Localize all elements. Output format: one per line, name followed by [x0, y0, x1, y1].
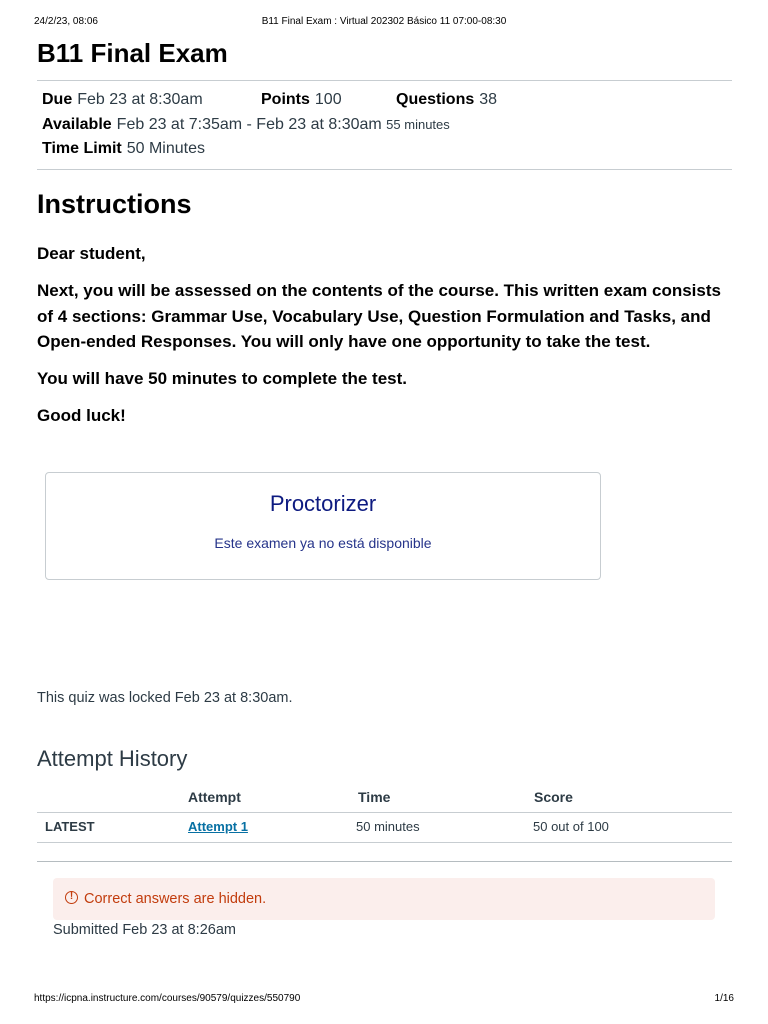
proctorizer-message: Este examen ya no está disponible: [214, 535, 432, 551]
available-value: Feb 23 at 7:35am - Feb 23 at 8:30am: [116, 115, 382, 133]
quiz-locked-notice: This quiz was locked Feb 23 at 8:30am.: [37, 690, 293, 706]
instructions-paragraph: Dear student,: [37, 244, 146, 263]
print-footer: [34, 993, 734, 1007]
due-label: Due: [42, 91, 73, 108]
instructions-paragraph: You will have 50 minutes to complete the test.: [37, 369, 407, 389]
table-row: [37, 813, 732, 842]
divider: [37, 80, 732, 81]
column-header-time: Time: [358, 789, 391, 805]
time-limit-label: Time Limit: [42, 140, 122, 157]
due-value: Feb 23 at 8:30am: [77, 91, 203, 108]
quiz-title: B11 Final Exam: [37, 38, 228, 68]
details-row-available: [42, 113, 450, 138]
available-duration: 55 minutes: [386, 116, 450, 132]
instructions-paragraph: Good luck!: [37, 406, 126, 426]
table-divider: [37, 842, 732, 843]
instructions-heading: Instructions: [37, 189, 192, 219]
available-label: Available: [42, 115, 112, 133]
submitted-timestamp: Submitted Feb 23 at 8:26am: [53, 922, 236, 938]
questions-value: 38: [479, 91, 498, 108]
proctorizer-title: Proctorizer: [269, 491, 377, 516]
details-row-time-limit: [42, 137, 450, 162]
exclamation-circle-icon: !: [65, 891, 78, 904]
column-header-attempt: Attempt: [188, 789, 241, 805]
column-header-score: Score: [534, 789, 573, 805]
points-value: 100: [314, 91, 342, 108]
alert-text: Correct answers are hidden.: [84, 891, 267, 907]
quiz-details: [42, 88, 498, 162]
attempt-table-header: [37, 789, 732, 812]
attempt-row-label: LATEST: [45, 819, 95, 834]
points-label: Points: [261, 91, 310, 108]
proctorizer-panel: [45, 472, 601, 580]
questions-label: Questions: [396, 91, 475, 108]
instructions-paragraph: Next, you will be assessed on the contents of the course. This written exam consists of 4 sections: Grammar Use, Vocabulary Use, Question Formulation and Tasks, and Open-ended Responses. You will only have one opportunity to take the test.: [37, 281, 721, 351]
attempt-history-heading: Attempt History: [37, 746, 188, 771]
attempt-time: 50 minutes: [356, 819, 420, 834]
print-page-title: B11 Final Exam : Virtual 202302 Básico 11 07:00-08:30: [261, 16, 507, 27]
instructions-body: [37, 241, 727, 441]
attempt-1-link[interactable]: Attempt 1: [188, 819, 248, 834]
divider: [37, 169, 732, 170]
time-limit-value: 50 Minutes: [126, 140, 205, 157]
print-url: https://icpna.instructure.com/courses/90579/quizzes/550790: [34, 993, 301, 1004]
print-page-number: 1/16: [714, 993, 734, 1004]
details-row-due: [42, 88, 498, 113]
divider: [37, 861, 732, 862]
attempt-score: 50 out of 100: [533, 819, 609, 834]
print-header: [34, 16, 734, 30]
print-datetime: 24/2/23, 08:06: [34, 16, 98, 27]
correct-answers-hidden-alert: [53, 878, 715, 920]
